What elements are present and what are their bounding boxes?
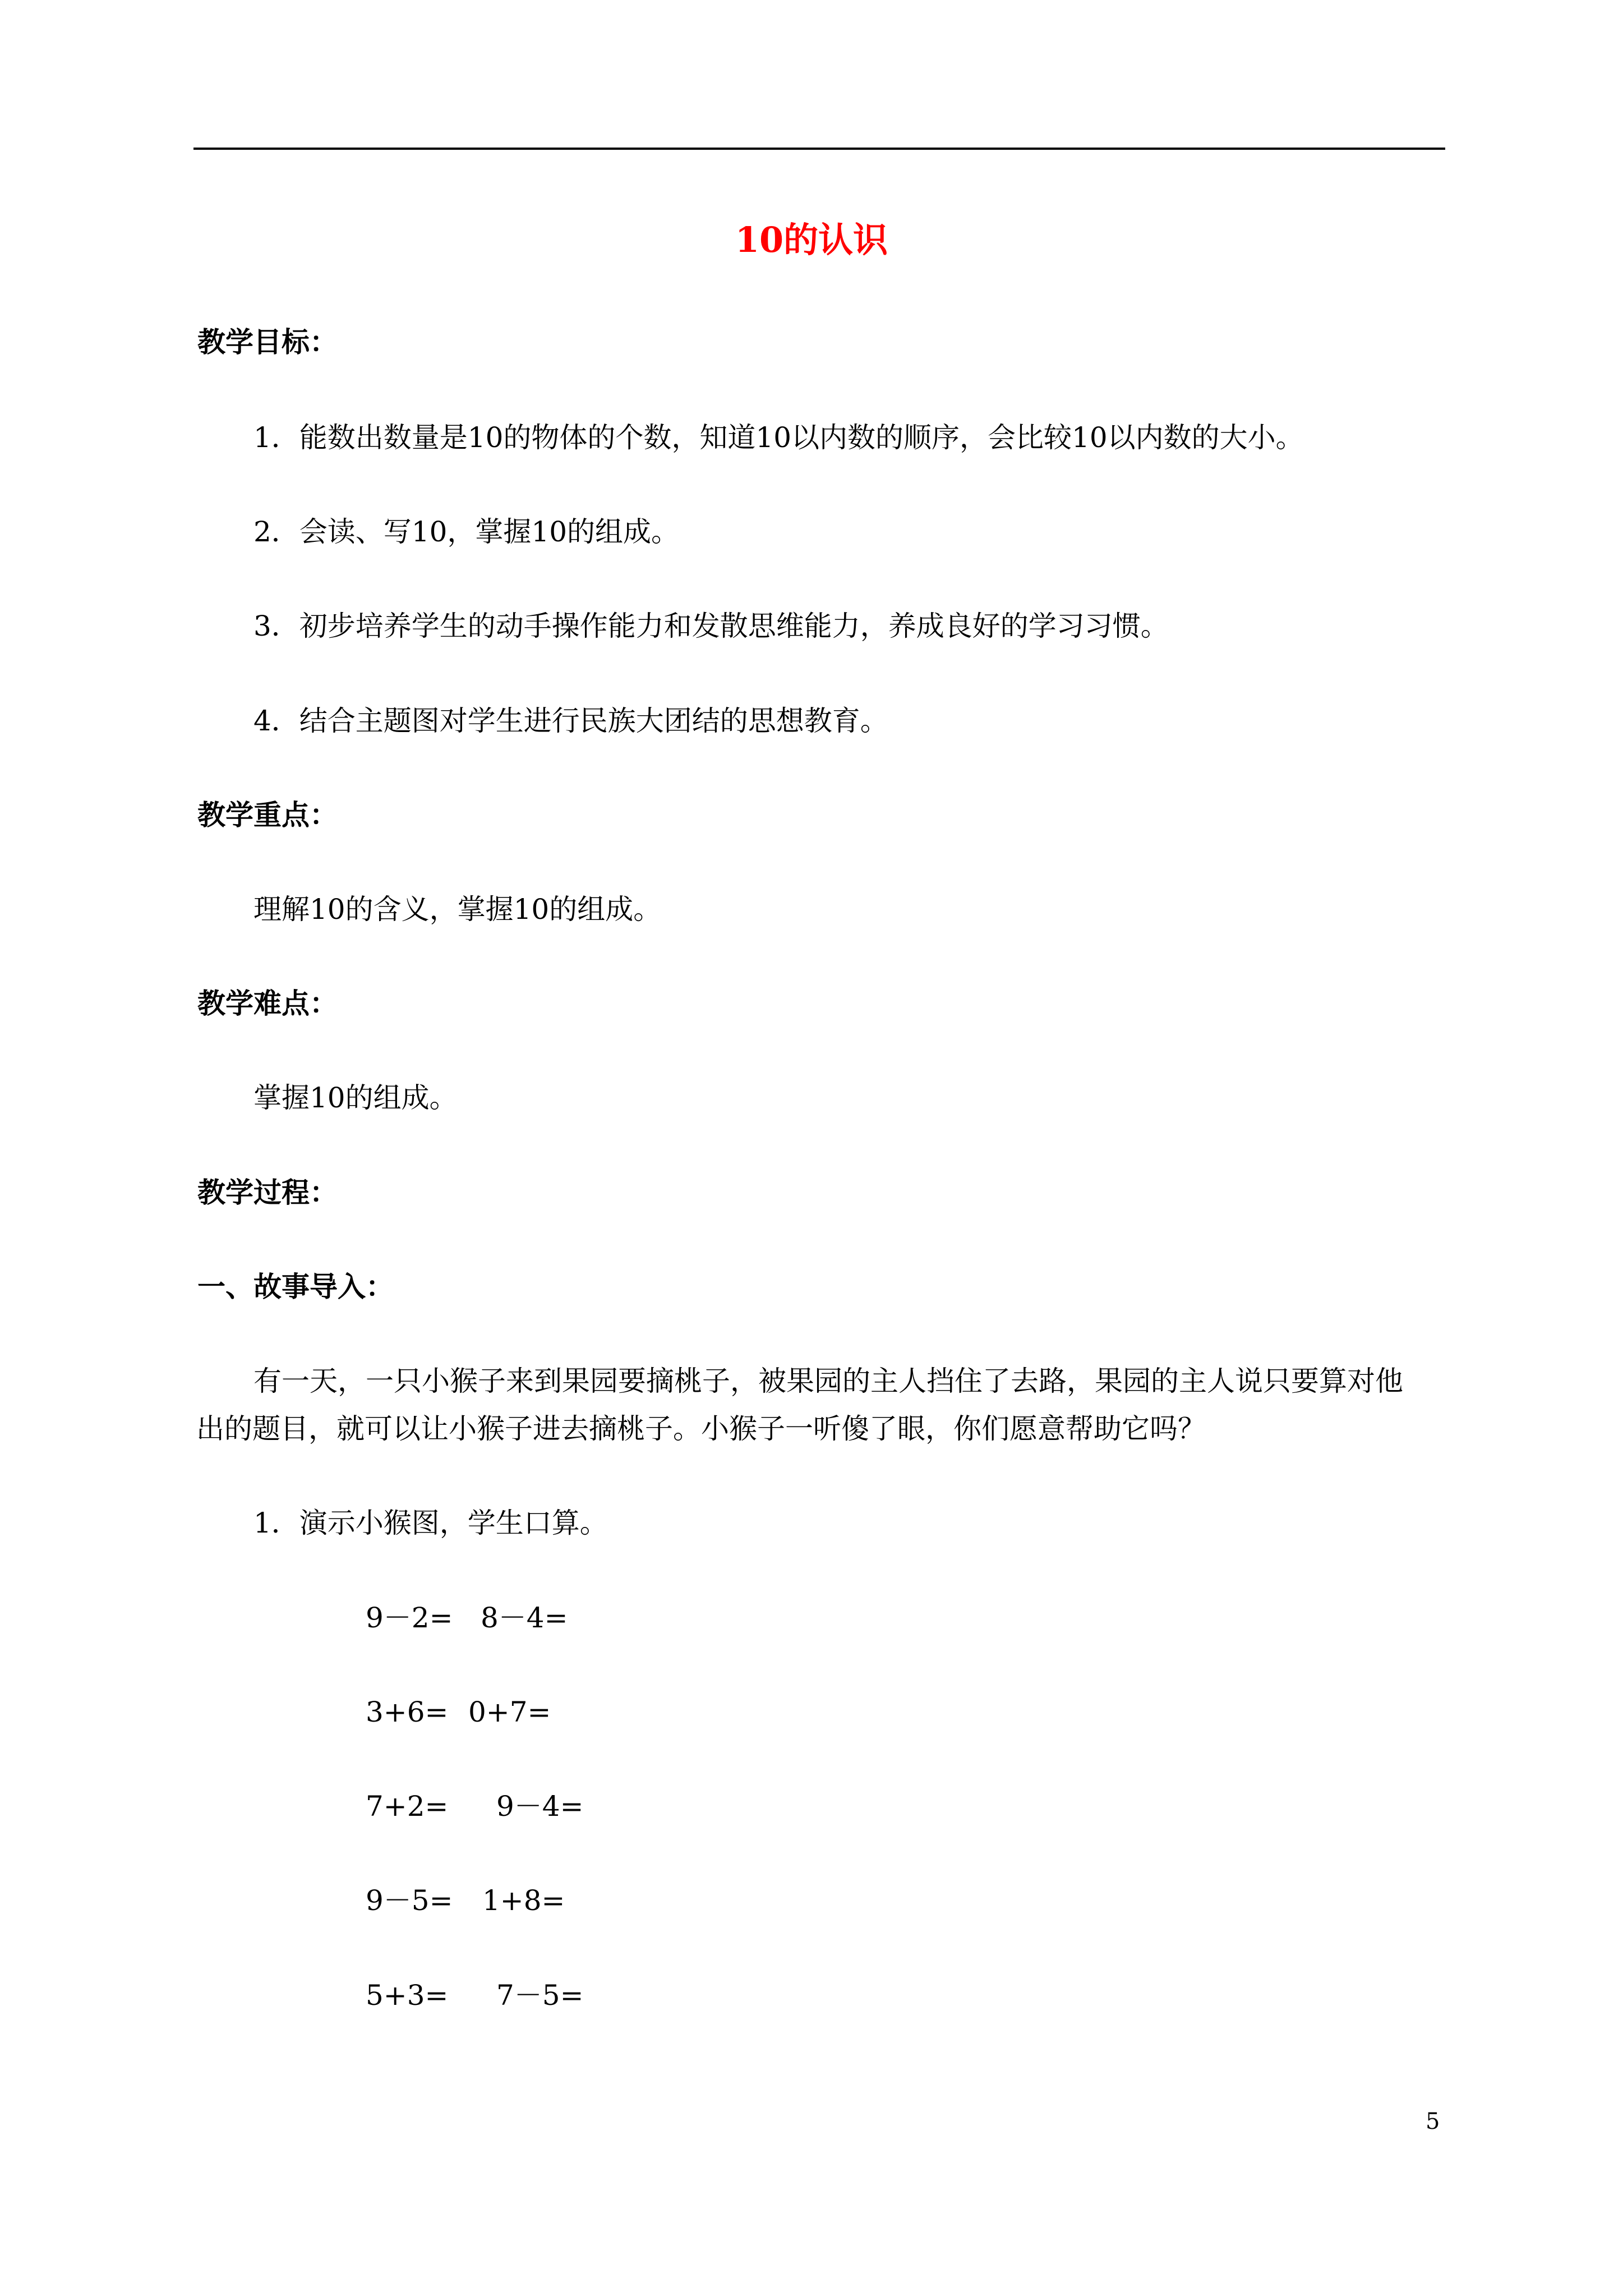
equation-2b: 0+7= (468, 1696, 551, 1728)
equation-4a: 9－5= (366, 1884, 453, 1917)
difficulties-text: 掌握10的组成。 (253, 1082, 458, 1114)
equation-1b: 8－4= (481, 1602, 568, 1634)
story-line-2: 出的题目，就可以让小猴子进去摘桃子。小猴子一听傻了眼，你们愿意帮助它吗？ (196, 1412, 1206, 1445)
section-1-heading: 一、故事导入： (197, 1270, 394, 1303)
equation-5b: 7－5= (496, 1979, 584, 2012)
equation-3a: 7+2= (366, 1790, 449, 1823)
difficulties-heading: 教学难点： (197, 987, 338, 1020)
objectives-heading: 教学目标： (197, 325, 338, 358)
page-title: 10的认识 (735, 219, 888, 260)
equation-1a: 9－2= (366, 1602, 453, 1634)
objective-item-4: 4．结合主题图对学生进行民族大团结的思想教育。 (253, 705, 888, 737)
story-line-1: 有一天，一只小猴子来到果园要摘桃子，被果园的主人挡住了去路，果园的主人说只要算对他 (253, 1365, 1403, 1397)
equation-4b: 1+8= (482, 1884, 565, 1917)
key-points-text: 理解10的含义，掌握10的组成。 (253, 893, 662, 926)
objective-item-1: 1．能数出数量是10的物体的个数，知道10以内数的顺序，会比较10以内数的大小。 (253, 421, 1304, 454)
step-1-text: 1．演示小猴图，学生口算。 (253, 1507, 608, 1539)
header-rule (193, 148, 1445, 150)
equation-3b: 9－4= (496, 1790, 584, 1823)
equation-2a: 3+6= (366, 1696, 449, 1728)
equation-5a: 5+3= (366, 1979, 449, 2012)
objective-item-3: 3．初步培养学生的动手操作能力和发散思维能力，养成良好的学习习惯。 (253, 610, 1169, 642)
page-number: 5 (1426, 2109, 1440, 2134)
key-points-heading: 教学重点： (197, 798, 338, 831)
process-heading: 教学过程： (197, 1176, 338, 1209)
objective-item-2: 2．会读、写10，掌握10的组成。 (253, 516, 680, 548)
